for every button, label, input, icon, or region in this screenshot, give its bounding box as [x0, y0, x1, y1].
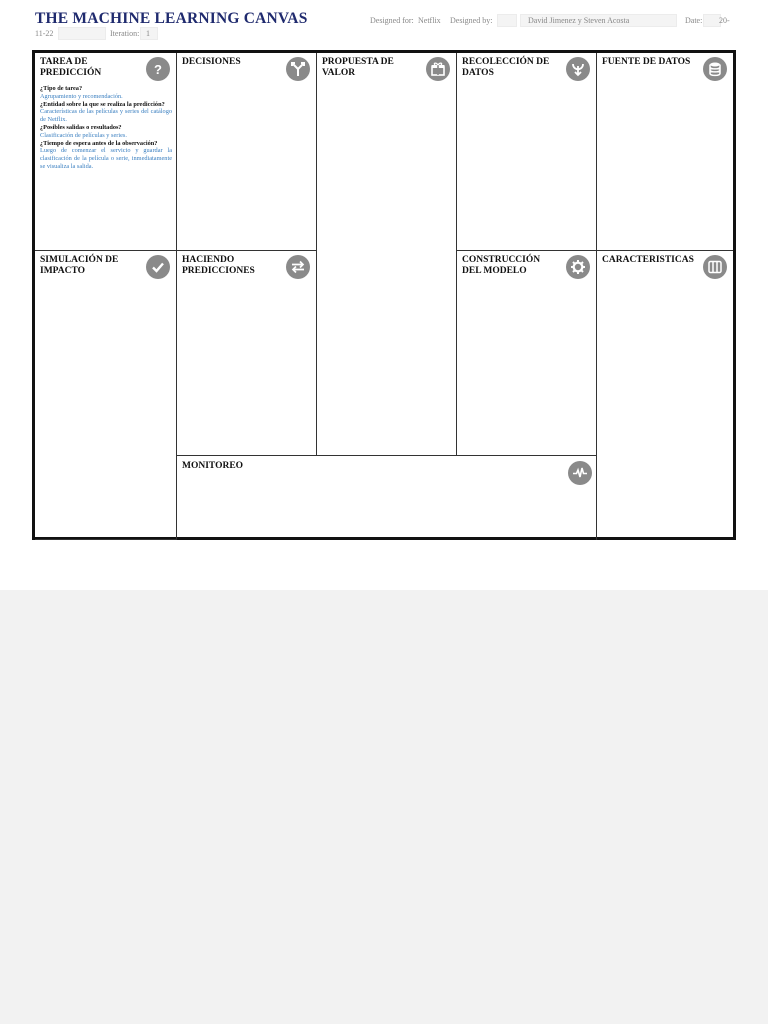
- date-label: Date:: [685, 16, 703, 25]
- columns-icon: [703, 255, 727, 279]
- cell-decisiones: [177, 53, 317, 251]
- answer-line: Características de las películas y series del catálogo de Netflix.: [40, 108, 172, 124]
- cell-title: MONITOREO: [182, 461, 244, 471]
- cell-fuente-datos: [597, 53, 733, 251]
- gift-icon: [426, 57, 450, 81]
- iteration-label: Iteration:: [110, 29, 140, 38]
- designed-for-label: Designed for:: [370, 16, 414, 25]
- cell-title: FUENTE DE DATOS: [602, 57, 691, 67]
- collect-icon: [566, 57, 590, 81]
- fork-icon: [286, 57, 310, 81]
- pulse-icon: [568, 461, 592, 485]
- cell-title: PROPUESTA DE VALOR: [322, 57, 394, 78]
- cell-body: [40, 85, 172, 171]
- designed-by-field-box: [497, 14, 517, 27]
- cell-title: CARACTERISTICAS: [602, 255, 694, 265]
- date-field-box: [58, 27, 106, 40]
- cell-monitoreo: [177, 456, 597, 540]
- cell-title: RECOLECCIÓN DE DATOS: [462, 57, 550, 78]
- question-line: ¿Tiempo de espera antes de la observación?: [40, 139, 158, 147]
- cell-title: SIMULACIÓN DE IMPACTO: [40, 255, 119, 276]
- answer-line: Luego de comenzar el servicio y guardar la clasificación de la película o serie, inmediatamente se visualiza la salida.: [40, 147, 172, 170]
- cell-title: TAREA DE PREDICCIÓN: [40, 57, 102, 78]
- question-line: ¿Tipo de tarea?: [40, 85, 83, 92]
- question-line: ¿Entidad sobre la que se realiza la predicción?: [40, 100, 165, 108]
- check-icon: [146, 255, 170, 279]
- cell-recoleccion-datos: [457, 53, 597, 251]
- page-title: THE MACHINE LEARNING CANVAS: [35, 10, 308, 27]
- designed-by-value: David Jimenez y Steven Acosta: [528, 16, 630, 25]
- cell-tarea-prediccion: [35, 53, 177, 251]
- cell-construccion-modelo: [457, 251, 597, 456]
- answer-line: Agrupamiento y recomendación.: [40, 92, 123, 100]
- designed-for-value: Netflix: [418, 16, 441, 25]
- question-line: ¿Posibles salidas o resultados?: [40, 123, 122, 131]
- date-value-cont: 11-22: [35, 29, 54, 38]
- cell-title: DECISIONES: [182, 57, 241, 67]
- ml-canvas-grid: [32, 50, 736, 540]
- cell-caracteristicas: [597, 251, 733, 540]
- answer-line: Clasificación de películas y series.: [40, 131, 127, 139]
- question-icon: [146, 57, 170, 81]
- designed-by-label: Designed by:: [450, 16, 493, 25]
- svg-text:?: ?: [154, 62, 162, 77]
- database-icon: [703, 57, 727, 81]
- iteration-value: 1: [146, 29, 150, 38]
- cell-simulacion-impacto: [35, 251, 177, 540]
- exchange-icon: [286, 255, 310, 279]
- page-gutter: [0, 590, 768, 1024]
- cell-propuesta-valor: [317, 53, 457, 456]
- cell-title: HACIENDO PREDICCIONES: [182, 255, 255, 276]
- cell-haciendo-predicciones: [177, 251, 317, 456]
- cell-title: CONSTRUCCIÓN DEL MODELO: [462, 255, 541, 276]
- date-value: 20-: [719, 16, 730, 25]
- gear-icon: [566, 255, 590, 279]
